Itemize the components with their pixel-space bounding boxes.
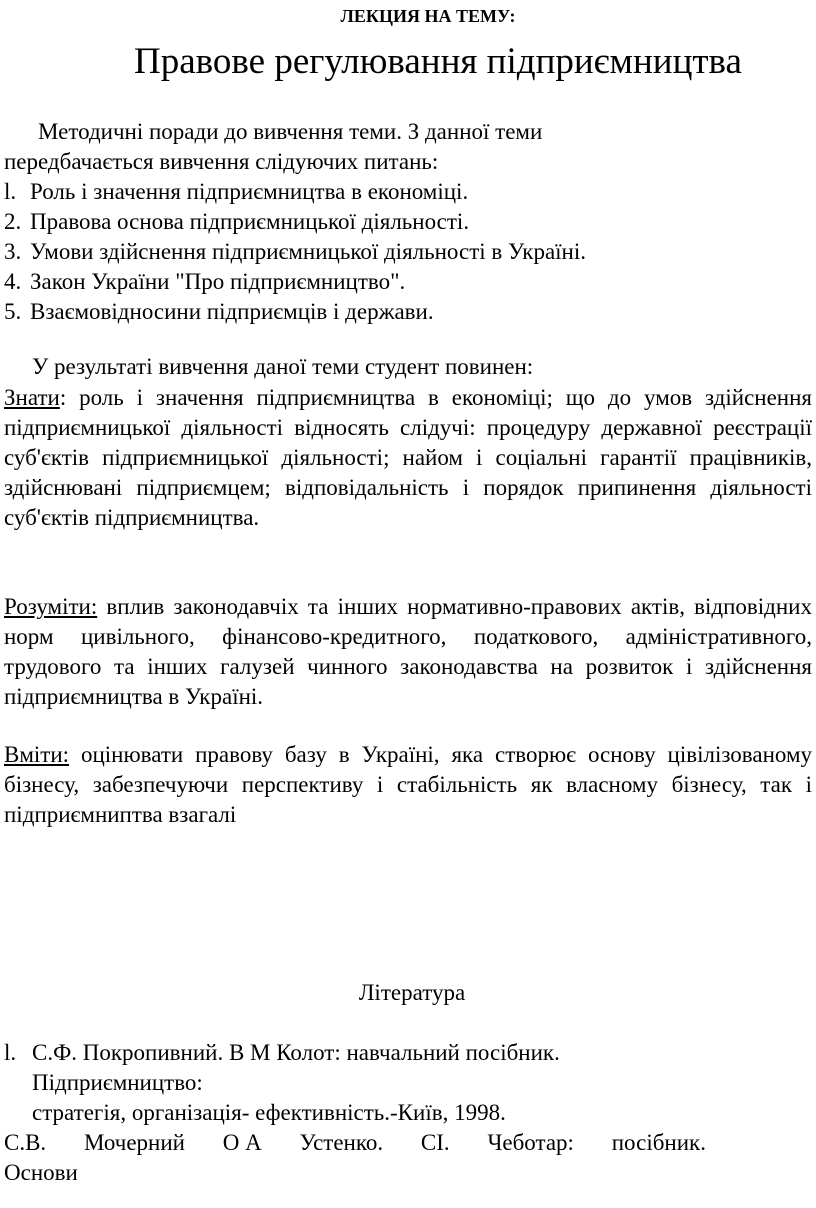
literature-item-1 <box>4 1038 804 1128</box>
outcome-intro: У результаті вивчення даної теми студент повинен: <box>32 354 534 379</box>
can-label: Вміти: <box>4 742 70 767</box>
list-item-text: Закон України "Про підприємництво". <box>30 269 406 294</box>
know-text: : роль і значення підприємництва в економіці; що до умов здійснення підприємницької діяльності відносять слідучі: процедуру державної реєстрації суб'єктів підприємницької діяльності; найом і соціальні гарантії працівників, здійснювані підприємцем; відповідальність і порядок припинення діяльності суб'єктів підприємництва. <box>4 385 812 530</box>
literature-word: Мочерний <box>83 1130 185 1155</box>
page-title: Правове регулювання підприємництва <box>134 41 742 82</box>
literature-item-2-line-2: Основи <box>4 1160 78 1185</box>
literature-word: Устенко. <box>299 1130 384 1155</box>
intro-line-2: передбачається вивчення слідуючих питань: <box>4 149 439 174</box>
list-item-text: Умови здійснення підприємницької діяльності в Україні. <box>30 239 586 264</box>
list-item <box>4 177 804 207</box>
literature-word: Чеботар: <box>487 1130 574 1155</box>
topics-list <box>4 177 804 327</box>
list-item-number: 3. <box>4 239 22 264</box>
literature-word: О А <box>222 1130 262 1155</box>
intro-paragraph <box>4 117 804 177</box>
list-item <box>4 297 804 327</box>
understand-paragraph <box>4 592 812 712</box>
literature-heading: Література <box>358 980 466 1005</box>
literature-item-1-line-3: стратегія, організація- ефективність.-Київ, 1998. <box>32 1100 506 1125</box>
list-item <box>4 207 804 237</box>
list-item-text: Роль і значення підприємництва в економіці. <box>30 179 469 204</box>
list-item-number: 2. <box>4 209 22 234</box>
literature-item-2-line-1 <box>4 1128 706 1158</box>
understand-text: вплив законодавчіх та інших нормативно-правових актів, відповідних норм цивільного, фінансово-кредитного, податкового, адміністративного, трудового та інших галузей чинного законодавства на розвиток і здійснення підприємництва в Україні. <box>4 594 812 709</box>
understand-label: Розуміти: <box>4 594 98 619</box>
literature-item-1-line-2: Підприємництво: <box>32 1070 203 1095</box>
literature-word: СІ. <box>420 1130 450 1155</box>
list-item <box>4 237 804 267</box>
list-item <box>4 267 804 297</box>
list-item-number: l. <box>4 179 17 204</box>
literature-item-1-line-1: С.Ф. Покропивний. В М Колот: навчальний посібник. <box>32 1040 560 1065</box>
literature-word: посібник. <box>611 1130 706 1155</box>
literature-word: С.В. <box>4 1130 47 1155</box>
literature-item-2 <box>4 1128 706 1188</box>
can-paragraph <box>4 740 812 830</box>
know-label: Знати <box>4 385 60 410</box>
list-item-text: Взаємовідносини підприємців і держави. <box>30 299 434 324</box>
list-item-text: Правова основа підприємницької діяльності. <box>30 209 470 234</box>
literature-item-number: l. <box>4 1040 17 1065</box>
know-paragraph <box>4 383 812 533</box>
can-text: оцінювати правову базу в Україні, яка створює основу цівілізованому бізнесу, забезпечуючи перспективу і стабільність як власному бізнесу, так і підприємниптва взагалі <box>4 742 812 827</box>
intro-line-1: Методичні поради до вивчення теми. З данної теми <box>38 119 543 144</box>
lecture-header: ЛЕКЦИЯ НА ТЕМУ: <box>340 6 516 26</box>
list-item-number: 4. <box>4 269 22 294</box>
list-item-number: 5. <box>4 299 22 324</box>
